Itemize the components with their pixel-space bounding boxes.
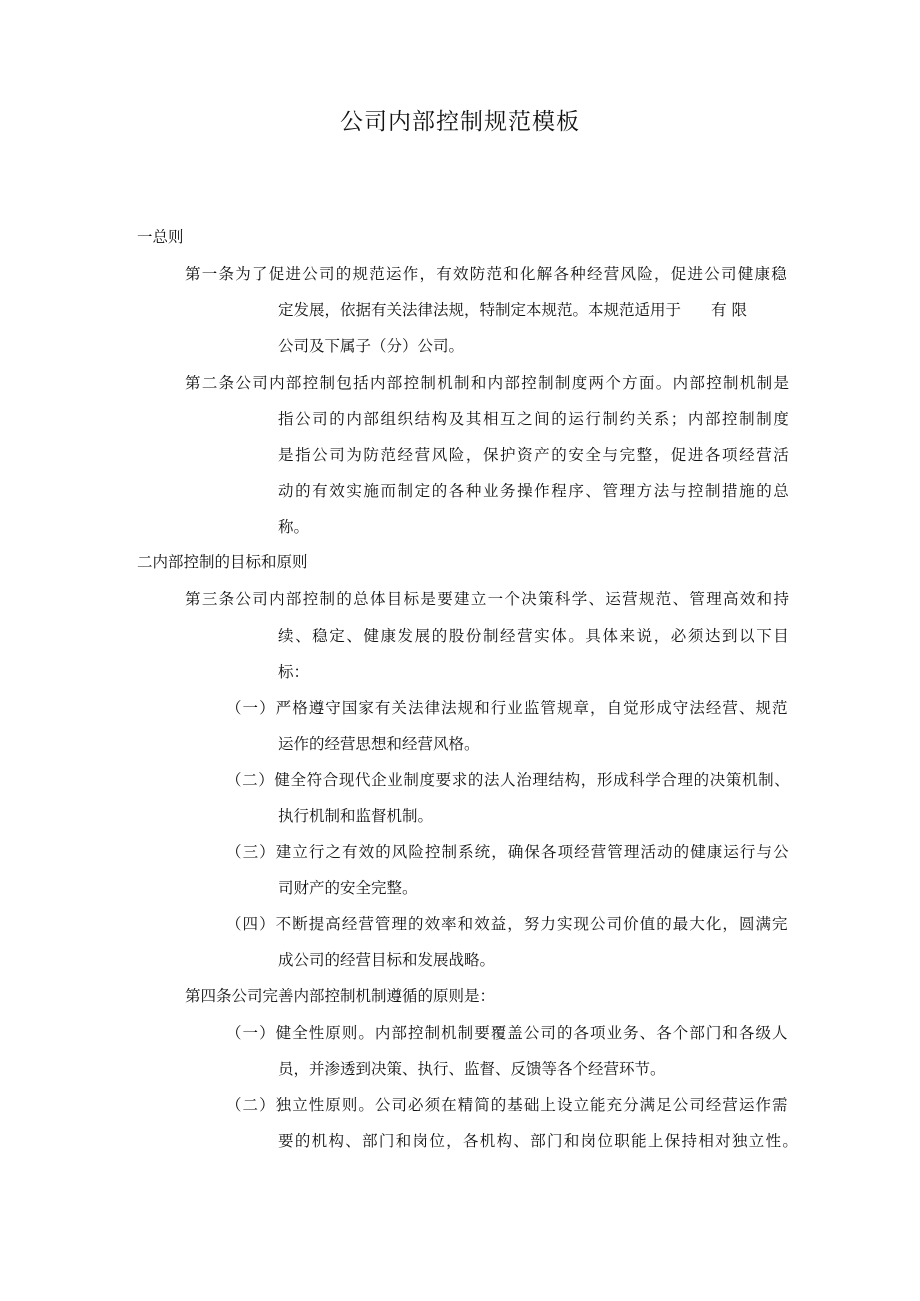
document-title: 公司内部控制规范模板 [340, 109, 580, 135]
article-1-line-2-blank: 有 限 [711, 301, 747, 319]
article-2-line-1: 第 二 条 公 司 内 部 控 制 包 括 内 部 控 制 机 制 和 内 部 控 制 制 度 两 个 方 面 。 内 部 控 制 机 制 是 [185, 374, 789, 392]
list-item-line: 成公司的经营目标和发展战略。 [278, 951, 496, 969]
article-2-line-2: 指 公 司 的 内 部 组 织 结 构 及 其 相 互 之 间 的 运 行 制 约 关 系 ； 内 部 控 制 制 度 [278, 410, 789, 428]
list-item-line: （ 一 ） 严 格 遵 守 国 家 有 关 法 律 法 规 和 行 业 监 管 规 章 ， 自 觉 形 成 守 法 经 营 、 规 范 [226, 699, 788, 717]
list-item-line: 运作的经营思想和经营风格。 [278, 735, 480, 753]
list-item-line: 要 的 机 构 、 部 门 和 岗 位 ， 各 机 构 、 部 门 和 岗 位 职 能 上 保 持 相 对 独 立 性 。 [278, 1132, 798, 1150]
article-2-line-3: 是 指 公 司 为 防 范 经 营 风 险 ， 保 护 资 产 的 安 全 与 完 整 ， 促 进 各 项 经 营 活 [278, 446, 789, 464]
article-1-line-2-text: 定发展，依据有关法律法规，特制定本规范。本规范适用于 [278, 301, 682, 319]
list-item-line: 执行机制和监督机制。 [278, 807, 434, 825]
article-4-line-1: 第四条公司完善内部控制机制遵循的原则是： [185, 987, 496, 1005]
list-item-line: 员，并渗透到决策、执行、监督、反馈等各个经营环节。 [278, 1060, 666, 1078]
list-item-line: （ 二 ） 独 立 性 原 则 。 公 司 必 须 在 精 简 的 基 础 上 设 立 能 充 分 满 足 公 司 经 营 运 作 需 [226, 1096, 788, 1114]
list-item-line: （ 四 ） 不 断 提 高 经 营 管 理 的 效 率 和 效 益 ， 努 力 实 现 公 司 价 值 的 最 大 化 ， 圆 满 完 [226, 915, 788, 933]
article-2-line-4: 动 的 有 效 实 施 而 制 定 的 各 种 业 务 操 作 程 序 、 管 理 方 法 与 控 制 措 施 的 总 [278, 482, 789, 500]
list-item-line: （ 二 ） 健 全 符 合 现 代 企 业 制 度 要 求 的 法 人 治 理 结 构 ， 形 成 科 学 合 理 的 决 策 机 制 、 [226, 771, 790, 789]
article-1-line-2 [278, 299, 747, 321]
article-3-line-1: 第 三 条 公 司 内 部 控 制 的 总 体 目 标 是 要 建 立 一 个 决 策 科 学 、 运 营 规 范 、 管 理 高 效 和 持 [185, 590, 789, 608]
section-heading: 二内部控制的目标和原则 [137, 553, 308, 571]
article-3-line-2: 续 、 稳 定 、 健 康 发 展 的 股 份 制 经 营 实 体 。 具 体 来 说 ， 必 须 达 到 以 下 目 [278, 627, 789, 645]
section-heading: 一总则 [137, 228, 184, 246]
article-3-line-3: 标： [278, 663, 310, 681]
list-item-line: （ 一 ） 健 全 性 原 则 。 内 部 控 制 机 制 要 覆 盖 公 司 的 各 项 业 务 、 各 个 部 门 和 各 级 人 [226, 1024, 788, 1042]
article-2-line-5: 称。 [278, 518, 310, 536]
list-item-line: 司财产的安全完整。 [278, 879, 418, 897]
article-1-line-3: 公司及下属子（分）公司。 [278, 337, 465, 355]
article-1-line-1: 第 一 条 为 了 促 进 公 司 的 规 范 运 作 ， 有 效 防 范 和 化 解 各 种 经 营 风 险 ， 促 进 公 司 健 康 稳 [185, 265, 787, 283]
list-item-line: （ 三 ） 建 立 行 之 有 效 的 风 险 控 制 系 统 ， 确 保 各 项 经 营 管 理 活 动 的 健 康 运 行 与 公 [226, 843, 789, 861]
